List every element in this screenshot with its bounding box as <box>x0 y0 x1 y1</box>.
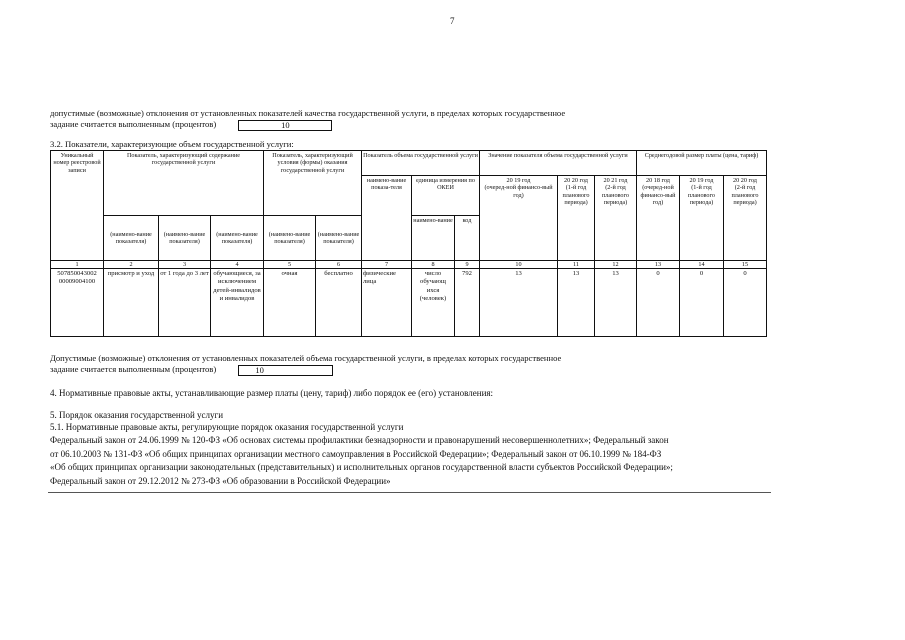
col-num: 15 <box>724 261 767 269</box>
law-line: «Об общих принципах организации законодательных (представительных) и исполнительных органов государственной власти субъектов Российской Федерации»; <box>50 462 673 472</box>
header-year-2021: 20 21 год (2-й год планового периода) <box>595 176 637 261</box>
column-number-row <box>51 261 767 269</box>
col-num: 1 <box>51 261 104 269</box>
laws-list <box>50 434 673 488</box>
volume-deviation-line1: Допустимые (возможные) отклонения от установленных показателей объема государственной услуги, в пределах которых государственное <box>50 353 562 363</box>
volume-deviation-line2: задание считается выполненным (процентов) <box>50 364 217 374</box>
cell-condition-2: бесплатно <box>316 269 362 337</box>
header-year-2019: 20 19 год (очеред-ной финансо-вый год) <box>480 176 558 261</box>
col-num: 5 <box>264 261 316 269</box>
section-4: 4. Нормативные правовые акты, устанавливающие размер платы (цену, тариф) либо порядок ее (его) установления: <box>50 388 494 398</box>
volume-deviation-text <box>50 353 561 376</box>
cell-content-2: от 1 года до 3 лет <box>159 269 211 337</box>
cell-content-1: присмотр и уход <box>104 269 159 337</box>
header-year-2020: 20 20 год (1-й год планового периода) <box>558 176 595 261</box>
quality-deviation-line2: задание считается выполненным (процентов) <box>50 119 217 129</box>
cell-condition-1: очная <box>264 269 316 337</box>
cell-value-2021: 13 <box>595 269 637 337</box>
quality-deviation-box: 10 <box>238 120 332 131</box>
sub-indicator-4: (наимено-вание показателя) <box>264 216 316 261</box>
cell-unit-code: 792 <box>455 269 480 337</box>
col-num: 4 <box>211 261 264 269</box>
header-unit-name: наимено-вание <box>412 216 455 261</box>
header-registry: Уникальный номер реестровой записи <box>51 151 104 261</box>
volume-table <box>50 150 767 337</box>
header-fee-2019: 20 19 год (1-й год планового периода) <box>680 176 724 261</box>
header-conditions: Показатель, характеризующий условия (формы) оказания государственной услуги <box>264 151 362 216</box>
cell-content-3: обучающиеся, за исключением детей-инвалидов и инвалидов <box>211 269 264 337</box>
header-unit-code: код <box>455 216 480 261</box>
col-num: 11 <box>558 261 595 269</box>
section-5: 5. Порядок оказания государственной услуги <box>50 410 224 420</box>
header-unit: единица измерения по ОКЕИ <box>412 176 480 216</box>
law-line: Федеральный закон от 24.06.1999 № 120-ФЗ «Об основах системы профилактики безнадзорности и правонарушений несовершеннолетних»; Федеральный закон <box>50 435 669 445</box>
sub-indicator-1: (наимено-вание показателя) <box>104 216 159 261</box>
header-fee: Среднегодовой размер платы (цена, тариф) <box>637 151 767 176</box>
header-volume-value: Значение показателя объема государственной услуги <box>480 151 637 176</box>
col-num: 7 <box>362 261 412 269</box>
header-volume: Показатель объема государственной услуги <box>362 151 480 176</box>
cell-value-2020: 13 <box>558 269 595 337</box>
page-number: 7 <box>450 16 455 26</box>
quality-deviation-text <box>50 108 565 131</box>
col-num: 9 <box>455 261 480 269</box>
sub-indicator-3: (наимено-вание показателя) <box>211 216 264 261</box>
cell-registry: 507850043002 00009004100 <box>51 269 104 337</box>
bottom-divider <box>48 492 771 493</box>
cell-unit-name: число обучающ ихся (человек) <box>412 269 455 337</box>
quality-deviation-line1: допустимые (возможные) отклонения от установленных показателей качества государственной услуги, в пределах которых государственное <box>50 108 566 118</box>
header-content: Показатель, характеризующий содержание государственной услуги <box>104 151 264 216</box>
col-num: 12 <box>595 261 637 269</box>
header-fee-2018: 20 18 год (очеред-ной финансо-вый год) <box>637 176 680 261</box>
col-num: 14 <box>680 261 724 269</box>
col-num: 6 <box>316 261 362 269</box>
cell-value-2019: 13 <box>480 269 558 337</box>
table-row <box>51 269 767 337</box>
sub-indicator-2: (наимено-вание показателя) <box>159 216 211 261</box>
cell-fee-2018: 0 <box>637 269 680 337</box>
col-num: 8 <box>412 261 455 269</box>
header-fee-2020: 20 20 год (2-й год планового периода) <box>724 176 767 261</box>
section-3-2-title: 3.2. Показатели, характеризующие объем государственной услуги: <box>50 139 294 149</box>
header-volume-name: наимено-вание показа-теля <box>362 176 412 261</box>
volume-deviation-box: 10 <box>238 365 333 376</box>
sub-indicator-5: (наимено-вание показателя) <box>316 216 362 261</box>
section-5-1: 5.1. Нормативные правовые акты, регулирующие порядок оказания государственной услуги <box>50 422 404 432</box>
cell-volume-name: физические лица <box>362 269 412 337</box>
col-num: 3 <box>159 261 211 269</box>
col-num: 13 <box>637 261 680 269</box>
cell-fee-2019: 0 <box>680 269 724 337</box>
col-num: 10 <box>480 261 558 269</box>
cell-fee-2020: 0 <box>724 269 767 337</box>
law-line: Федеральный закон от 29.12.2012 № 273-ФЗ «Об образовании в Российской Федерации» <box>50 475 391 486</box>
col-num: 2 <box>104 261 159 269</box>
law-line: от 06.10.2003 № 131-ФЗ «Об общих принципах организации местного самоуправления в Российской Федерации»; Федеральный закон от 06.10.1999 № 184-ФЗ <box>50 448 662 459</box>
